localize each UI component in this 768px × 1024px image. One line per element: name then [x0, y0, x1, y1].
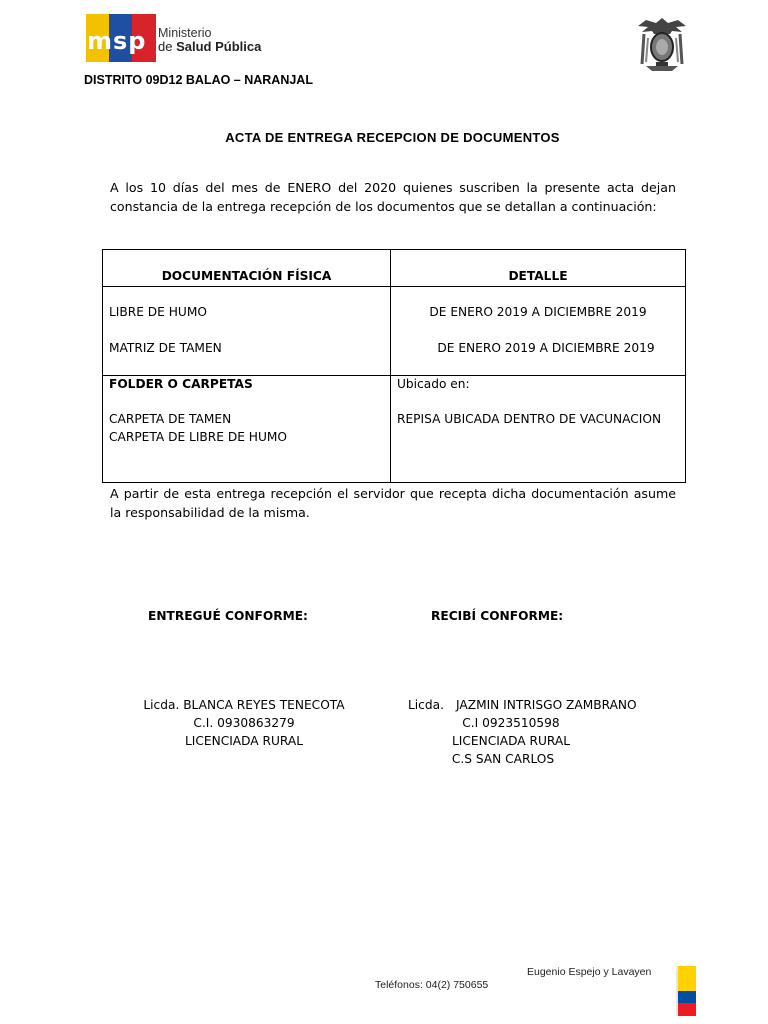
table-header-divider	[103, 286, 685, 287]
left-signature-heading: ENTREGUÉ CONFORME:	[148, 609, 308, 623]
location-value: REPISA UBICADA DENTRO DE VACUNACION	[397, 412, 662, 426]
row-2-document: MATRIZ DE TAMEN	[109, 341, 222, 355]
documents-table	[102, 249, 686, 483]
logo-line2: de Salud Pública	[158, 39, 262, 54]
row-1-document: LIBRE DE HUMO	[109, 305, 207, 319]
flag-yellow-stripe	[678, 966, 696, 991]
row-1-detail: DE ENERO 2019 A DICIEMBRE 2019	[429, 305, 647, 319]
right-signer-name: JAZMIN INTRISGO ZAMBRANO	[456, 698, 637, 712]
table-column-divider	[390, 250, 391, 482]
left-signer-role: LICENCIADA RURAL	[184, 734, 304, 748]
ecuador-flag-icon	[676, 966, 696, 1016]
intro-paragraph: A los 10 días del mes de ENERO del 2020 quienes suscriben la presente acta dejan constancia de la entrega recepción de los documentos que se detallan a continuación:	[110, 180, 676, 214]
logo-line1: Ministerio	[158, 26, 212, 40]
flag-red-stripe	[678, 1003, 696, 1016]
msp-logo	[86, 14, 266, 66]
location-label: Ubicado en:	[397, 377, 470, 391]
header-detalle: DETALLE	[508, 269, 568, 283]
logo-initials-text: msp	[87, 27, 147, 55]
header-documentacion: DOCUMENTACIÓN FÍSICA	[161, 269, 332, 283]
distrito-label: DISTRITO 09D12 BALAO – NARANJAL	[84, 73, 313, 87]
right-signer-unit: C.S SAN CARLOS	[451, 752, 555, 766]
footer-address: Eugenio Espejo y Lavayen	[527, 966, 652, 978]
right-signer-title: Licda.	[408, 698, 444, 712]
row-2-detail: DE ENERO 2019 A DICIEMBRE 2019	[437, 341, 655, 355]
left-signer-name: Licda. BLANCA REYES TENECOTA	[143, 698, 345, 712]
right-signer-ci: C.I 0923510598	[462, 716, 560, 730]
folder-item-1: CARPETA DE TAMEN	[109, 412, 232, 426]
folder-item-2: CARPETA DE LIBRE DE HUMO	[109, 430, 287, 444]
left-signer-ci: C.I. 0930863279	[193, 716, 295, 730]
right-signer-role: LICENCIADA RURAL	[451, 734, 571, 748]
table-section-divider	[103, 375, 685, 376]
folder-heading: FOLDER O CARPETAS	[109, 377, 253, 391]
footer-phone: Teléfonos: 04(2) 750655	[375, 979, 489, 991]
document-title: ACTA DE ENTREGA RECEPCION DE DOCUMENTOS	[225, 130, 560, 145]
right-signature-heading: RECIBÍ CONFORME:	[431, 609, 564, 623]
closing-paragraph: A partir de esta entrega recepción el servidor que recepta dicha documentación asume la responsabilidad de la misma.	[110, 486, 676, 520]
coat-of-arms-icon	[636, 14, 688, 74]
flag-blue-stripe	[678, 991, 696, 1003]
